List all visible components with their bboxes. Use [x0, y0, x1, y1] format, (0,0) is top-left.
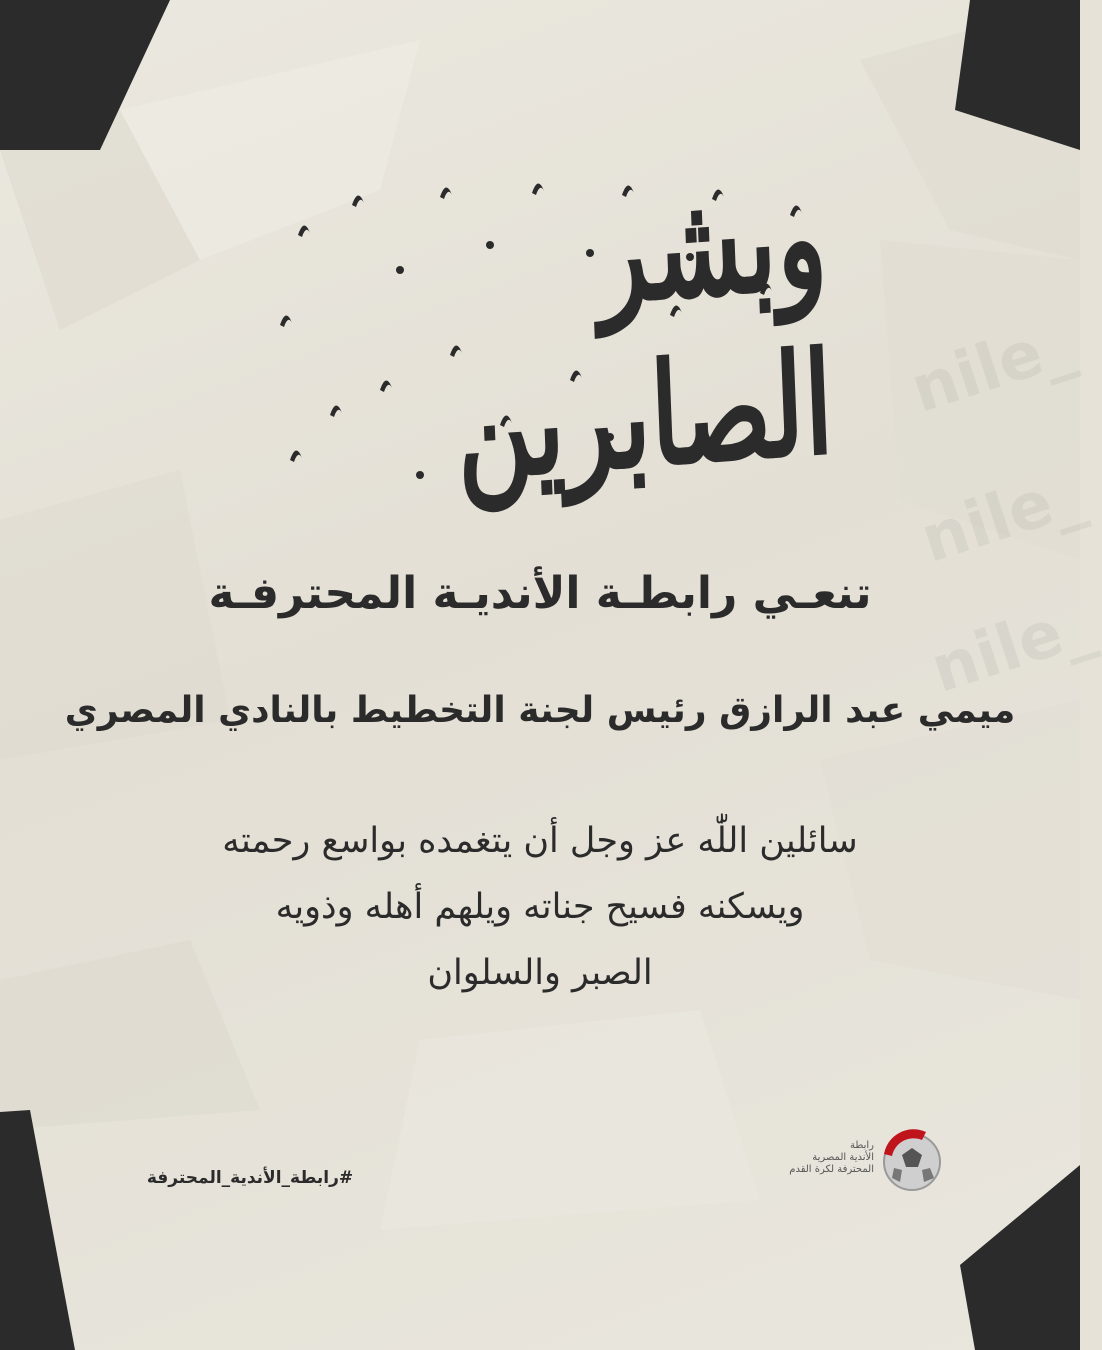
- logo-line-3: المحترفة لكرة القدم: [789, 1164, 874, 1175]
- logo-text: [778, 1140, 874, 1176]
- calligraphy-artwork: [250, 153, 837, 512]
- prayer-line-3: الصبر والسلوان: [427, 953, 653, 993]
- calligraphy-text: وبشر الصابرين: [453, 153, 837, 512]
- logo-line-2: الأندية المصرية: [812, 1152, 874, 1163]
- corner-bottom-left: [0, 1110, 75, 1350]
- league-logo: [778, 1122, 944, 1202]
- corner-bottom-right: [960, 1165, 1080, 1350]
- prayer-line-2: ويسكنه فسيح جناته ويلهم أهله وذويه: [275, 887, 805, 927]
- deceased-name-line: ميمي عبد الرازق رئيس لجنة التخطيط بالنادي المصري: [64, 690, 1016, 731]
- headline: تنعـي رابطـة الأنديـة المحترفـة: [208, 568, 872, 619]
- prayer-text: [60, 808, 1020, 1006]
- watermark-text: nile_: [912, 456, 1093, 578]
- logo-line-1: رابطة: [850, 1140, 874, 1151]
- prayer-line-1: سائلين اللّٰه عز وجل أن يتغمده بواسع رحمته: [222, 821, 858, 861]
- hashtag: #رابطة_الأندية_المحترفة: [146, 1168, 354, 1188]
- watermark-text: nile_: [902, 306, 1083, 428]
- watermark-text: nile_: [922, 586, 1102, 708]
- football-icon: [874, 1124, 944, 1194]
